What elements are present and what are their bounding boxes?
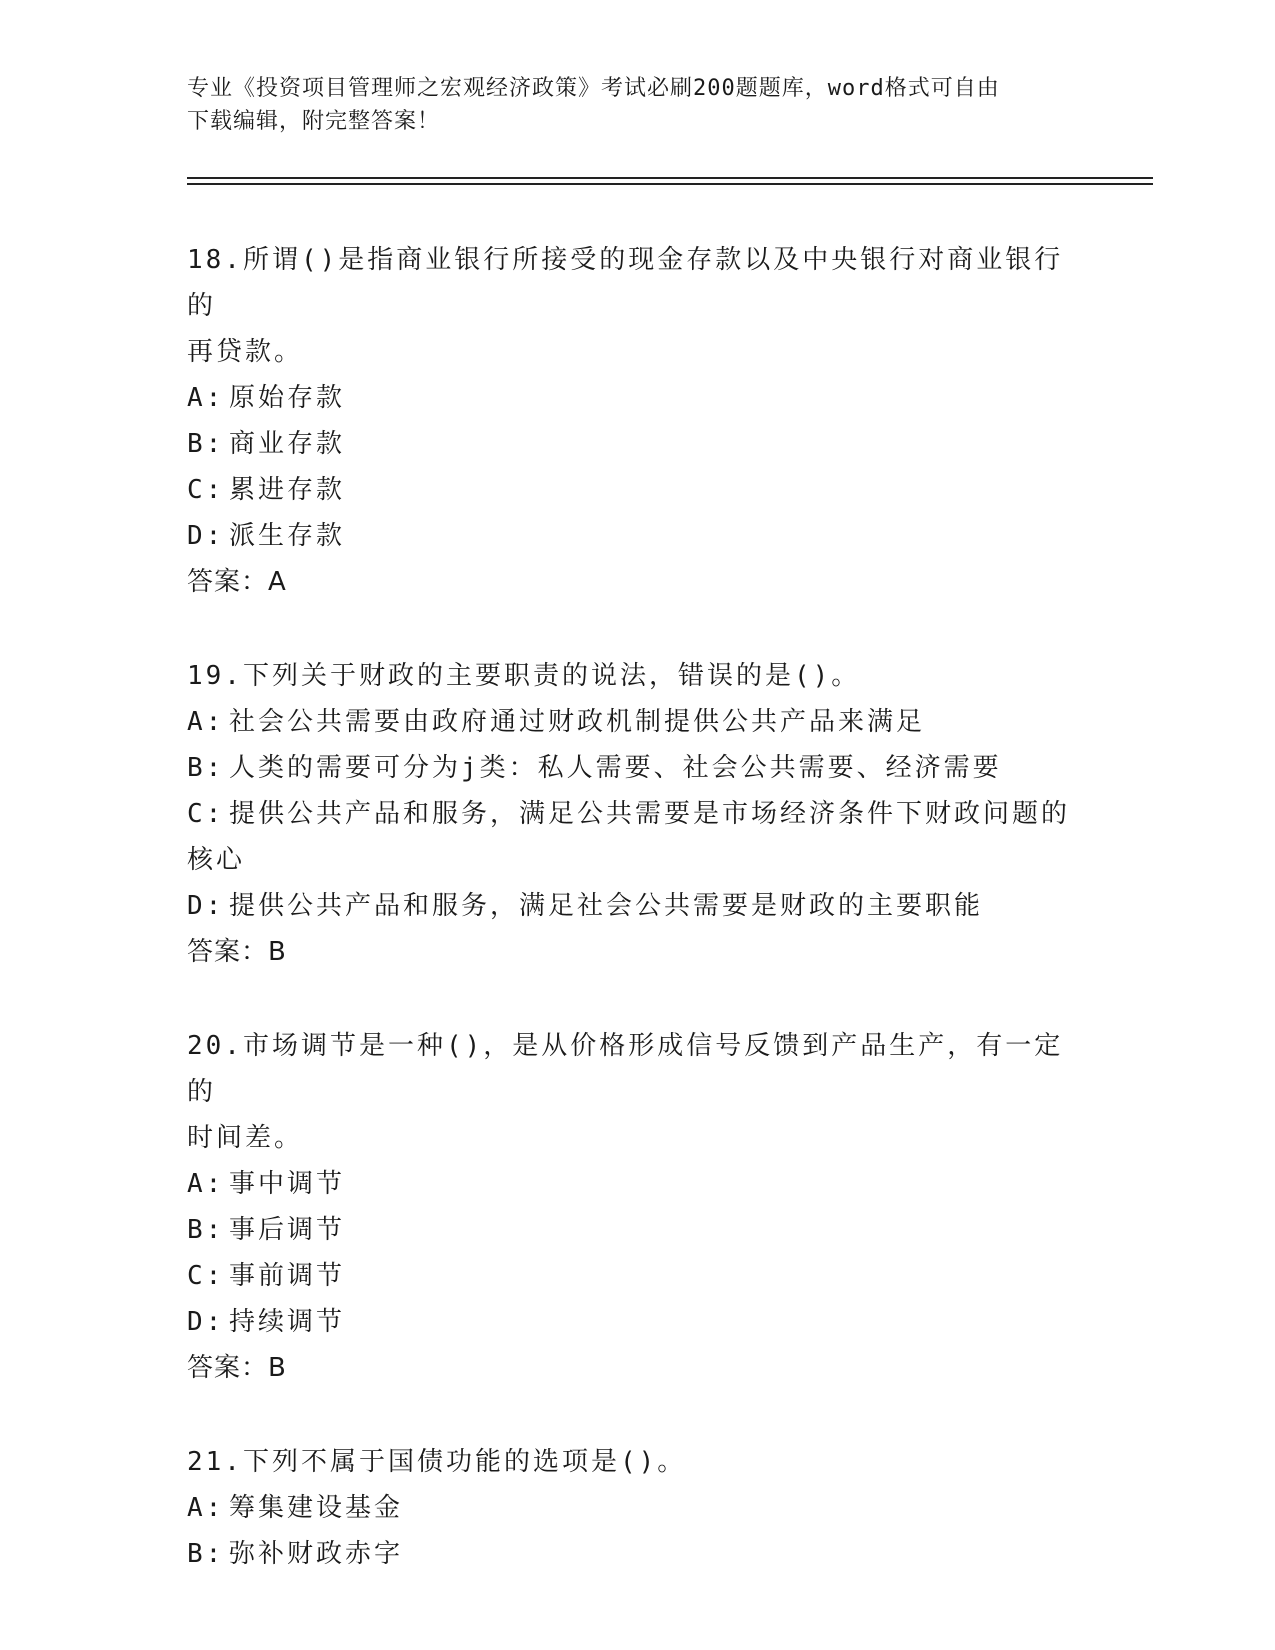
option-c-continued: 核心 bbox=[187, 845, 246, 875]
header-line-1: 专业《投资项目管理师之宏观经济政策》考试必刷200题题库，word格式可自由 bbox=[187, 76, 1000, 101]
option-label: A: bbox=[187, 383, 225, 413]
option-a bbox=[187, 699, 1087, 745]
question-18 bbox=[187, 237, 1087, 605]
option-text: 提供公共产品和服务，满足公共需要是市场经济条件下财政问题的 bbox=[229, 799, 1071, 829]
option-text: 筹集建设基金 bbox=[229, 1493, 404, 1523]
question-21 bbox=[187, 1439, 1087, 1577]
option-c bbox=[187, 1253, 1087, 1299]
question-stem-continued: 再贷款。 bbox=[187, 337, 304, 367]
option-a bbox=[187, 1161, 1087, 1207]
option-b bbox=[187, 421, 1087, 467]
question-stem: 21.下列不属于国债功能的选项是()。 bbox=[187, 1447, 687, 1477]
question-19 bbox=[187, 653, 1087, 975]
question-stem: 19.下列关于财政的主要职责的说法，错误的是()。 bbox=[187, 661, 861, 691]
option-c bbox=[187, 791, 1087, 837]
option-text: 事前调节 bbox=[229, 1261, 346, 1291]
question-stem: 18.所谓()是指商业银行所接受的现金存款以及中央银行对商业银行的 bbox=[187, 245, 1064, 321]
answer-line: 答案：B bbox=[187, 1353, 287, 1383]
option-a bbox=[187, 1485, 1087, 1531]
option-label: C: bbox=[187, 1261, 225, 1291]
option-text: 人类的需要可分为j类：私人需要、社会公共需要、经济需要 bbox=[229, 753, 1002, 783]
option-label: D: bbox=[187, 521, 225, 551]
option-label: A: bbox=[187, 1493, 225, 1523]
question-list bbox=[187, 237, 1087, 1625]
option-text: 事后调节 bbox=[229, 1215, 346, 1245]
option-text: 累进存款 bbox=[229, 475, 346, 505]
option-text: 弥补财政赤字 bbox=[229, 1539, 404, 1569]
option-label: B: bbox=[187, 1539, 225, 1569]
option-b bbox=[187, 1531, 1087, 1577]
header-divider-bottom bbox=[187, 183, 1153, 185]
option-d bbox=[187, 1299, 1087, 1345]
option-label: C: bbox=[187, 475, 225, 505]
option-text: 原始存款 bbox=[229, 383, 346, 413]
header-divider-top bbox=[187, 177, 1153, 179]
option-label: B: bbox=[187, 429, 225, 459]
question-stem-continued: 时间差。 bbox=[187, 1123, 304, 1153]
option-label: D: bbox=[187, 1307, 225, 1337]
option-label: A: bbox=[187, 1169, 225, 1199]
option-text: 社会公共需要由政府通过财政机制提供公共产品来满足 bbox=[229, 707, 926, 737]
option-a bbox=[187, 375, 1087, 421]
option-label: D: bbox=[187, 891, 225, 921]
option-text: 商业存款 bbox=[229, 429, 346, 459]
option-text: 派生存款 bbox=[229, 521, 346, 551]
option-label: C: bbox=[187, 799, 225, 829]
option-text: 提供公共产品和服务，满足社会公共需要是财政的主要职能 bbox=[229, 891, 984, 921]
option-label: B: bbox=[187, 753, 225, 783]
option-b bbox=[187, 745, 1087, 791]
answer-line: 答案：A bbox=[187, 567, 287, 597]
document-header bbox=[187, 72, 1067, 138]
option-text: 事中调节 bbox=[229, 1169, 346, 1199]
option-d bbox=[187, 883, 1087, 929]
option-d bbox=[187, 513, 1087, 559]
option-label: A: bbox=[187, 707, 225, 737]
option-c bbox=[187, 467, 1087, 513]
answer-line: 答案：B bbox=[187, 937, 287, 967]
question-stem: 20.市场调节是一种()，是从价格形成信号反馈到产品生产，有一定的 bbox=[187, 1031, 1064, 1107]
question-20 bbox=[187, 1023, 1087, 1391]
option-label: B: bbox=[187, 1215, 225, 1245]
option-b bbox=[187, 1207, 1087, 1253]
option-text: 持续调节 bbox=[229, 1307, 346, 1337]
header-line-2: 下载编辑，附完整答案！ bbox=[187, 109, 441, 134]
